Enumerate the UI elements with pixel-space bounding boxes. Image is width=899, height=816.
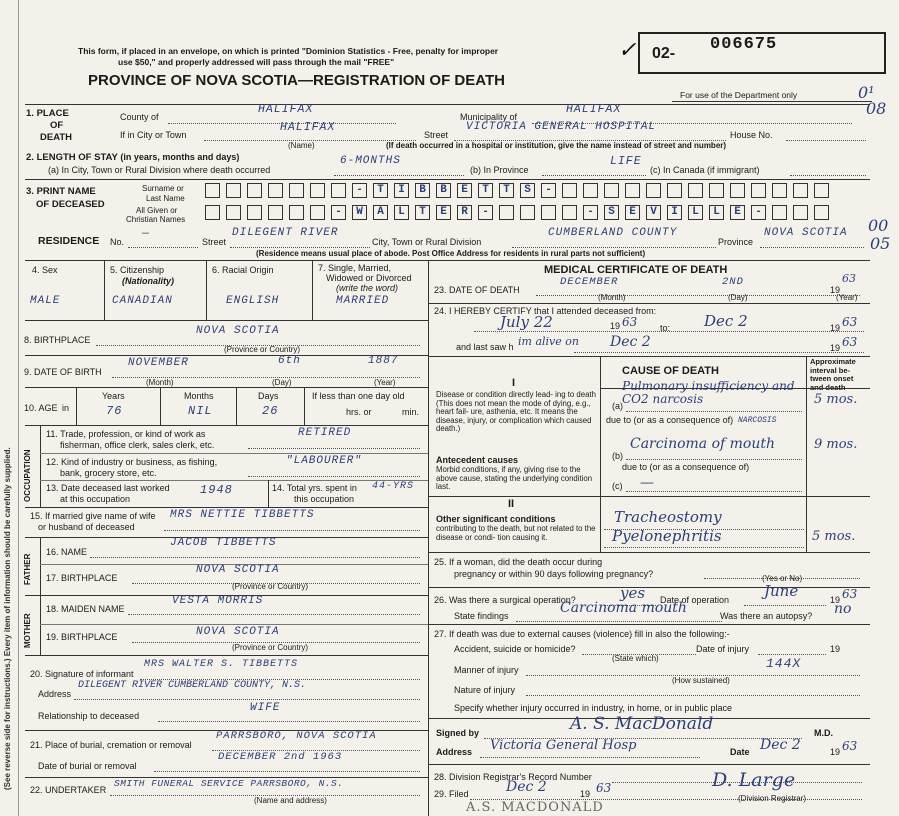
occupation-q13b: at this occupation [60,494,131,504]
mother-sub-label: (Province or Country) [232,643,309,652]
cert-date: Dec 2 [760,737,801,753]
given-name-letter-box [499,205,514,220]
department-code-2: 08 [866,99,887,118]
surname-letter-box [814,183,829,198]
informant-a20: MRS WALTER S. TIBBETTS [144,659,299,670]
given-name-letter-box [772,205,787,220]
surname-letter-box [331,183,346,198]
due-to-note: NARCOSIS [738,416,777,425]
street-label: Street [424,130,449,140]
father-a17: NOVA SCOTIA [196,564,280,576]
given-name-letter-box: S [604,205,619,220]
death-date-month: DECEMBER [560,276,619,288]
manner-label: Manner of injury [454,665,519,675]
due-to-b: due to (or as a consequence of) [622,462,750,472]
cause-c-marker: (c) [612,481,623,491]
specify-label: Specify whether injury occurred in industry, in home, or in public place [454,703,732,713]
age-in-label: in [62,403,70,413]
margin-instructions: (See reverse side for instructions.) Every item of information should be carefully supplied. [3,447,12,790]
occupation-q12b: bank, grocery store, etc. [60,468,157,478]
given-name-letter-box: E [436,205,451,220]
marital-label-3: (write the word) [336,283,399,293]
surname-letter-box [583,183,598,198]
cause-a-value: Pulmonary insufficiency and CO2 narcosis [622,379,795,407]
city-name-label: (Name) [288,141,315,150]
bottom-name-note: A.S. MACDONALD [466,800,604,815]
stay-province-label: (b) In Province [470,165,529,175]
operation-date-label: Date of operation [660,595,730,605]
physician-address-label: Address [436,747,473,757]
disease-label: Disease or condition directly lead- ing to death (This does not mean the mode of dying, e.g., heart fail- ure, asthenia, etc. It means the disease, injury, or complication which caused death.) [436,390,596,434]
surname-letter-box [667,183,682,198]
residence-city-label: City, Town or Rural Division [372,237,482,247]
department-code-1: 0¹ [858,83,875,102]
age-label: 10. AGE [24,403,58,413]
other-condition-2: Pyelonephritis [612,527,722,545]
given-name-boxes [205,205,845,222]
institution-note: (If death occurred in a hospital or institution, give the name instead of street and number) [386,141,727,150]
part-one-label: I [512,377,516,389]
given-name-letter-box: W [352,205,367,220]
given-name-letter-box [310,205,325,220]
place-of-death-label-3: DEATH [40,132,73,143]
city-label: If in City or Town [120,130,187,140]
record-number-label: 28. Division Registrar's Record Number [434,772,592,782]
print-name-label: 3. PRINT NAME [26,186,96,197]
given-name-letter-box: L [394,205,409,220]
manner-code: 144X [766,656,802,671]
county-label: County of [120,112,159,122]
undertaker-sub-label: (Name and address) [254,796,327,805]
how-sustained-label: (How sustained) [672,676,730,685]
dob-year-label: (Year) [374,378,396,387]
given-name-letter-box: - [331,205,346,220]
father-sub-label: (Province or Country) [232,582,309,591]
form-title: PROVINCE OF NOVA SCOTIA—REGISTRATION OF DEATH [88,72,505,89]
age-days-value: 26 [262,404,279,418]
interval-title: Approximate interval be- tween onset and death [810,357,856,392]
surname-label-2: Last Name [146,194,185,203]
last-saw-date: Dec 2 [610,334,651,350]
department-only-label: For use of the Department only [680,90,798,100]
surname-letter-box [268,183,283,198]
pregnancy-sub: (Yes or No) [762,574,803,583]
surname-letter-box: I [394,183,409,198]
residence-province-value: NOVA SCOTIA [764,227,848,239]
marital-label: 7. Single, Married, [318,263,392,273]
attended-from: July 22 [500,313,553,331]
filed-label: 29. Filed [434,789,469,799]
given-name-letter-box [541,205,556,220]
surname-label: Surname or [142,184,184,193]
given-name-letter-box: A [373,205,388,220]
father-q17: 17. BIRTHPLACE [46,573,118,583]
attended-to-label: to: [660,323,671,333]
injury-date-label: Date of injury [696,644,750,654]
surname-letter-box [625,183,640,198]
occupation-a13: 1948 [200,483,233,497]
surname-letter-box [793,183,808,198]
father-a16: JACOB TIBBETTS [170,537,277,549]
cert-year: 63 [842,739,858,753]
cause-a-marker: (a) [612,401,623,411]
nature-label: Nature of injury [454,685,516,695]
registration-number-box [638,32,886,74]
occupation-side-label: OCCUPATION [23,449,32,502]
surgery-a26: yes [620,584,646,602]
stay-city-label: (a) In City, Town or Rural Division where death occurred [48,165,271,175]
burial-date-label: Date of burial or removal [38,761,137,771]
undertaker-q22: 22. UNDERTAKER [30,785,107,795]
given-name-letter-box: R [457,205,472,220]
operation-century: 19 [830,595,841,605]
birthplace-label: 8. BIRTHPLACE [24,335,91,345]
surname-letter-box: - [352,183,367,198]
last-saw-century: 19 [830,343,841,353]
surname-letter-box: B [436,183,451,198]
other-conditions-label: Other significant conditions [436,514,556,524]
filed-year: 63 [596,781,612,795]
given-name-letter-box [268,205,283,220]
mother-a18: VESTA MORRIS [172,595,264,607]
surname-letter-box [289,183,304,198]
place-of-death-label: 1. PLACE [26,108,69,119]
surname-letter-box: - [541,183,556,198]
place-of-death-label-2: OF [50,120,64,131]
autopsy-value: no [834,601,852,617]
street-value: VICTORIA GENERAL HOSPITAL [466,121,657,133]
part-two-label: II [508,498,515,510]
last-saw-year: 63 [842,335,858,349]
death-date-day: 2ND [722,276,744,288]
occupation-a11: RETIRED [298,427,352,439]
filed-month: Dec 2 [506,779,547,795]
operation-date: June [764,582,799,600]
surname-letter-box [604,183,619,198]
surname-letter-box [562,183,577,198]
given-name-letter-box: L [709,205,724,220]
citizenship-sub-label: (Nationality) [122,276,175,286]
surname-letter-box [226,183,241,198]
accident-label: Accident, suicide or homicide? [454,644,576,654]
residence-no-value: — [142,227,150,240]
given-name-letter-box [247,205,262,220]
surgery-q26: 26. Was there a surgical operation? [434,595,576,605]
less-than-day-label: If less than one day old [312,391,405,401]
county-value: HALIFAX [258,103,314,116]
death-day-label: (Day) [728,293,748,302]
surname-letter-box: B [415,183,430,198]
surname-letter-box [730,183,745,198]
residence-street-value: DILEGENT RIVER [232,227,339,239]
dob-month-label: (Month) [146,378,174,387]
registrar-label: (Division Registrar) [738,794,807,803]
spouse-q15: 15. If married give name of wife [30,511,156,521]
given-name-letter-box: I [667,205,682,220]
birthplace-sub-label: (Province or Country) [224,345,301,354]
given-name-letter-box: - [583,205,598,220]
death-month-label: (Month) [598,293,626,302]
cert-date-label: Date [730,747,750,757]
residence-province-label: Province [718,237,754,247]
house-label: House No. [730,130,773,140]
filed-century: 19 [580,789,591,799]
residence-city-value: CUMBERLAND COUNTY [548,227,678,239]
death-date-label: 23. DATE OF DEATH [434,285,520,295]
check-mark-icon: ✓ [618,38,637,63]
given-names-label: All Given or [136,206,178,215]
occupation-q14b: this occupation [294,494,355,504]
last-saw-label: and last saw h [456,342,514,352]
surname-letter-box [751,183,766,198]
external-q27: 27. If death was due to external causes (violence) fill in also the following:- [434,629,730,639]
age-months-value: NIL [188,404,213,418]
cause-c-value: — [640,475,654,491]
autopsy-label: Was there an autopsy? [720,611,813,621]
marital-label-2: Widowed or Divorced [326,273,412,283]
given-name-letter-box: L [688,205,703,220]
physician-signature: A. S. MacDonald [570,714,714,734]
other-conditions-sub: contributing to the death, but not related to the disease or condi- tion causing it. [436,524,596,542]
dob-year: 1887 [368,355,399,367]
mother-side-label: MOTHER [23,613,32,648]
citizenship-label: 5. Citizenship [110,265,165,275]
given-names-label-2: Christian Names [126,215,186,224]
dob-label: 9. DATE OF BIRTH [24,367,102,377]
residence-label: RESIDENCE [38,235,100,247]
municipality-value: HALIFAX [566,103,622,116]
surname-letter-box [772,183,787,198]
cert-century: 19 [830,747,841,757]
surname-letter-box [310,183,325,198]
relationship-value: WIFE [250,702,281,714]
state-which-label: (State which) [612,654,659,663]
spouse-a15: MRS NETTIE TIBBETTS [170,509,315,521]
registration-prefix: 02- [652,45,676,62]
surname-letter-box: T [373,183,388,198]
md-label: M.D. [814,728,833,738]
physician-address: Victoria General Hosp [490,738,637,753]
dob-day: 6th [278,355,301,367]
racial-origin-value: ENGLISH [226,295,280,307]
surname-letter-box [688,183,703,198]
burial-date-value: DECEMBER 2nd 1963 [218,751,343,763]
given-name-letter-box [793,205,808,220]
marital-value: MARRIED [336,295,390,307]
given-name-letter-box: E [625,205,640,220]
attended-from-century: 19 [610,321,621,331]
informant-address-value: DILEGENT RIVER CUMBERLAND COUNTY, N.S. [78,680,307,691]
registration-number: 006675 [710,35,778,54]
pregnancy-q25: 25. If a woman, did the death occur during [434,557,603,567]
mother-q19: 19. BIRTHPLACE [46,632,118,642]
occupation-q14: 14. Total yrs. spent in [272,483,357,493]
given-name-letter-box: - [478,205,493,220]
signed-by-label: Signed by [436,728,480,738]
operation-year: 63 [842,587,858,601]
occupation-q12: 12. Kind of industry or business, as fishing, [46,457,218,467]
attended-to: Dec 2 [704,312,748,330]
findings-value: Carcinoma mouth [560,600,687,616]
municipality-label: Municipality of [460,112,518,122]
hrs-label: hrs. or [346,407,372,417]
racial-origin-label: 6. Racial Origin [212,265,274,275]
occupation-q11b: fisherman, office clerk, sales clerk, etc. [60,440,215,450]
given-name-letter-box [205,205,220,220]
cause-b-marker: (b) [612,451,623,461]
due-to-a: due to (or as a consequence of) [606,415,734,425]
certify-label: 24. I HEREBY CERTIFY that I attended deceased from: [434,306,657,316]
mail-notice-line2: use $50," and properly addressed will pass through the mail "FREE" [118,57,395,67]
given-name-letter-box: - [751,205,766,220]
other-condition-1: Tracheostomy [614,508,722,526]
surname-letter-box: T [499,183,514,198]
medical-certificate-title: MEDICAL CERTIFICATE OF DEATH [544,264,728,276]
stay-province-value: LIFE [610,155,642,168]
undertaker-a22: SMITH FUNERAL SERVICE PARRSBORO, N.S. [114,778,344,789]
antecedent-sub: Morbid conditions, if any, giving rise to the above cause, stating the underlying condition last. [436,465,593,492]
residence-no-label: No. [110,237,125,247]
mail-notice-line1: This form, if placed in an envelope, on which is printed "Dominion Statistics - Free, penalty for improper [78,46,499,56]
burial-q21: 21. Place of burial, cremation or removal [30,740,192,750]
stay-city-value: 6-MONTHS [340,155,401,167]
stay-canada-label: (c) In Canada (if immigrant) [650,165,760,175]
residence-note: (Residence means usual place of abode. Post Office Address for residents in rural parts not sufficient) [256,249,646,258]
department-code-4: 05 [870,234,891,253]
burial-a21: PARRSBORO, NOVA SCOTIA [216,730,377,742]
last-saw-him: im alive on [518,335,579,348]
given-name-letter-box [562,205,577,220]
given-name-letter-box [289,205,304,220]
length-of-stay-label: 2. LENGTH OF STAY (in years, months and days) [26,152,240,163]
age-months-label: Months [184,391,214,401]
spouse-q15b: or husband of deceased [38,522,135,532]
city-value: HALIFAX [280,121,336,134]
attended-from-year: 63 [622,315,638,329]
occupation-a14: 44-YRS [372,481,415,492]
injury-century: 19 [830,644,841,654]
relationship-label: Relationship to deceased [38,711,140,721]
mother-q18: 18. MAIDEN NAME [46,604,125,614]
given-name-letter-box: V [646,205,661,220]
surname-letter-box: E [457,183,472,198]
given-name-letter-box: T [415,205,430,220]
informant-q20: 20. Signature of informant [30,669,134,679]
occupation-q11: 11. Trade, profession, or kind of work as [46,429,206,439]
mother-a19: NOVA SCOTIA [196,626,280,638]
attended-to-year: 63 [842,315,858,329]
death-date-century: 19 [830,285,841,295]
surname-boxes [205,183,845,200]
age-years-value: 76 [106,404,123,418]
pregnancy-q25b: pregnancy or within 90 days following pregnancy? [454,569,654,579]
death-date-year: 63 [842,272,856,285]
surname-letter-box: S [520,183,535,198]
age-years-label: Years [102,391,125,401]
given-name-letter-box [814,205,829,220]
antecedent-label: Antecedent causes [436,455,519,465]
cause-of-death-title: CAUSE OF DEATH [622,365,719,377]
min-label: min. [402,407,420,417]
residence-street-label: Street [202,237,227,247]
sex-value: MALE [30,295,61,307]
dob-month: NOVEMBER [128,357,189,369]
occupation-q13: 13. Date deceased last worked [46,483,170,493]
attended-to-century: 19 [830,323,841,333]
father-q16: 16. NAME [46,547,88,557]
death-year-label: (Year) [836,293,858,302]
surname-letter-box [646,183,661,198]
print-name-label-2: OF DECEASED [36,199,105,210]
surname-letter-box [247,183,262,198]
citizenship-value: CANADIAN [112,295,173,307]
surname-letter-box [709,183,724,198]
registrar-signature: D. Large [712,769,796,791]
surname-letter-box [205,183,220,198]
other-condition-interval: 5 mos. [812,529,856,544]
surname-letter-box: T [478,183,493,198]
cause-a-interval: 5 mos. [814,392,858,407]
occupation-a12: "LABOURER" [286,455,363,467]
cause-b-interval: 9 mos. [814,437,858,452]
given-name-letter-box [226,205,241,220]
cause-b-value: Carcinoma of mouth [630,436,776,452]
father-side-label: FATHER [23,553,32,585]
findings-label: State findings [454,611,509,621]
informant-address-label: Address [38,689,72,699]
dob-day-label: (Day) [272,378,292,387]
given-name-letter-box [520,205,535,220]
department-code-3: 00 [868,216,889,235]
sex-label: 4. Sex [32,265,58,275]
given-name-letter-box: E [730,205,745,220]
birthplace-value: NOVA SCOTIA [196,325,280,337]
age-days-label: Days [258,391,279,401]
